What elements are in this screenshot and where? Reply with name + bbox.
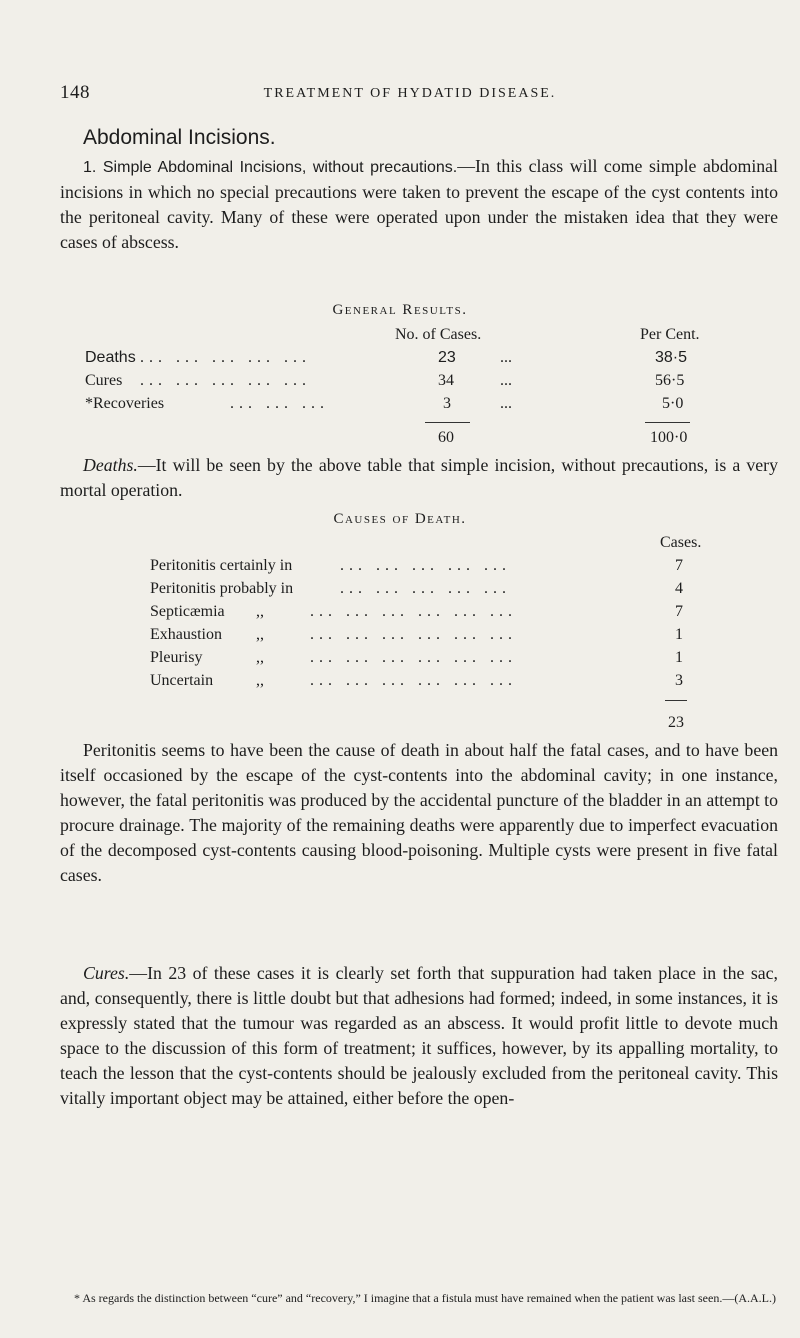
deaths-lead: Deaths. (83, 455, 138, 475)
running-head: TREATMENT OF HYDATID DISEASE. (263, 86, 557, 101)
general-results-caption: General Results. (332, 302, 468, 318)
col-header-cases: No. of Cases. (395, 326, 482, 343)
cures-paragraph (60, 961, 778, 1111)
table-row: Pleurisy ,, ... ... ... ... ... ... 1 (150, 649, 683, 666)
causes-caption: Causes of Death. (333, 511, 467, 527)
intro-paragraph (60, 154, 778, 255)
table-row: Septicæmia ,, ... ... ... ... ... ... 7 (150, 603, 683, 620)
deaths-paragraph (60, 453, 778, 503)
total-rule-cases (425, 422, 470, 423)
peritonitis-paragraph: Peritonitis seems to have been the cause of death in about half the fatal cases, and to have been itself occasioned by the escape of the cyst-contents into the abdominal cavity; in one instance, however, the fatal peritonitis was produced by the accidental puncture of the bladder in an attempt to procure drainage. The majority of the remaining deaths were apparently due to imperfect evacuation of the decomposed cyst-contents causing blood-poisoning. Multiple cysts were present in five fatal cases. (60, 740, 778, 885)
intro-lead: 1. Simple Abdominal Incisions, without precautions. (83, 159, 458, 176)
causes-total-rule (665, 700, 687, 701)
deaths-text: —It will be seen by the above table that simple incision, without precautions, is a very mortal operation. (60, 455, 778, 500)
footnote: * As regards the distinction between “cure” and “recovery,” I imagine that a fistula must have remained when the patient was last seen.—(A.A.L.) (74, 1291, 776, 1305)
table-row: Cures ... ... ... ... ... 34 ... 56·5 (85, 372, 685, 389)
cures-text: —In 23 of these cases it is clearly set forth that suppuration had taken place in the sac, and, consequently, there is little doubt but that adhesions had formed; indeed, in some instances, it is expressly stated that the tumour was regarded as an abscess. It would profit little to devote much space to the discussion of this form of treatment; it suffices, however, by its appalling mortality, to teach the lesson that the cyst-contents should be jealously excluded from the peritoneal cavity. This vitally important object may be attained, either before the open- (60, 963, 778, 1108)
table-row: Deaths ... ... ... ... ... 23 ... 38·5 (85, 349, 688, 366)
causes-header-row (0, 534, 800, 556)
cures-lead: Cures. (83, 963, 130, 983)
page-number: 148 (60, 82, 90, 103)
table-row: Peritonitis certainly in ... ... ... ... ... 7 (150, 557, 683, 574)
causes-total-row: 23 (668, 714, 684, 731)
general-results-header-row (0, 326, 800, 348)
col-header-cases: Cases. (660, 534, 702, 551)
table-row: Peritonitis probably in ... ... ... ... ... 4 (150, 580, 683, 597)
intro-text: —In this class will come simple abdominal incisions in which no special precautions were taken to prevent the escape of the cyst contents into the peritoneal cavity. Many of these were operated upon under the mistaken idea that they were cases of abscess. (60, 156, 778, 252)
total-rule-percent (645, 422, 690, 423)
col-header-percent: Per Cent. (640, 326, 700, 343)
table-total-row: 60 100·0 (438, 429, 688, 446)
section-title: Abdominal Incisions. (83, 126, 276, 149)
table-row: *Recoveries ... ... ... 3 ... 5·0 (85, 395, 684, 412)
table-row: Uncertain ,, ... ... ... ... ... ... 3 (150, 672, 683, 689)
table-row: Exhaustion ,, ... ... ... ... ... ... 1 (150, 626, 683, 643)
page-header (60, 82, 760, 112)
